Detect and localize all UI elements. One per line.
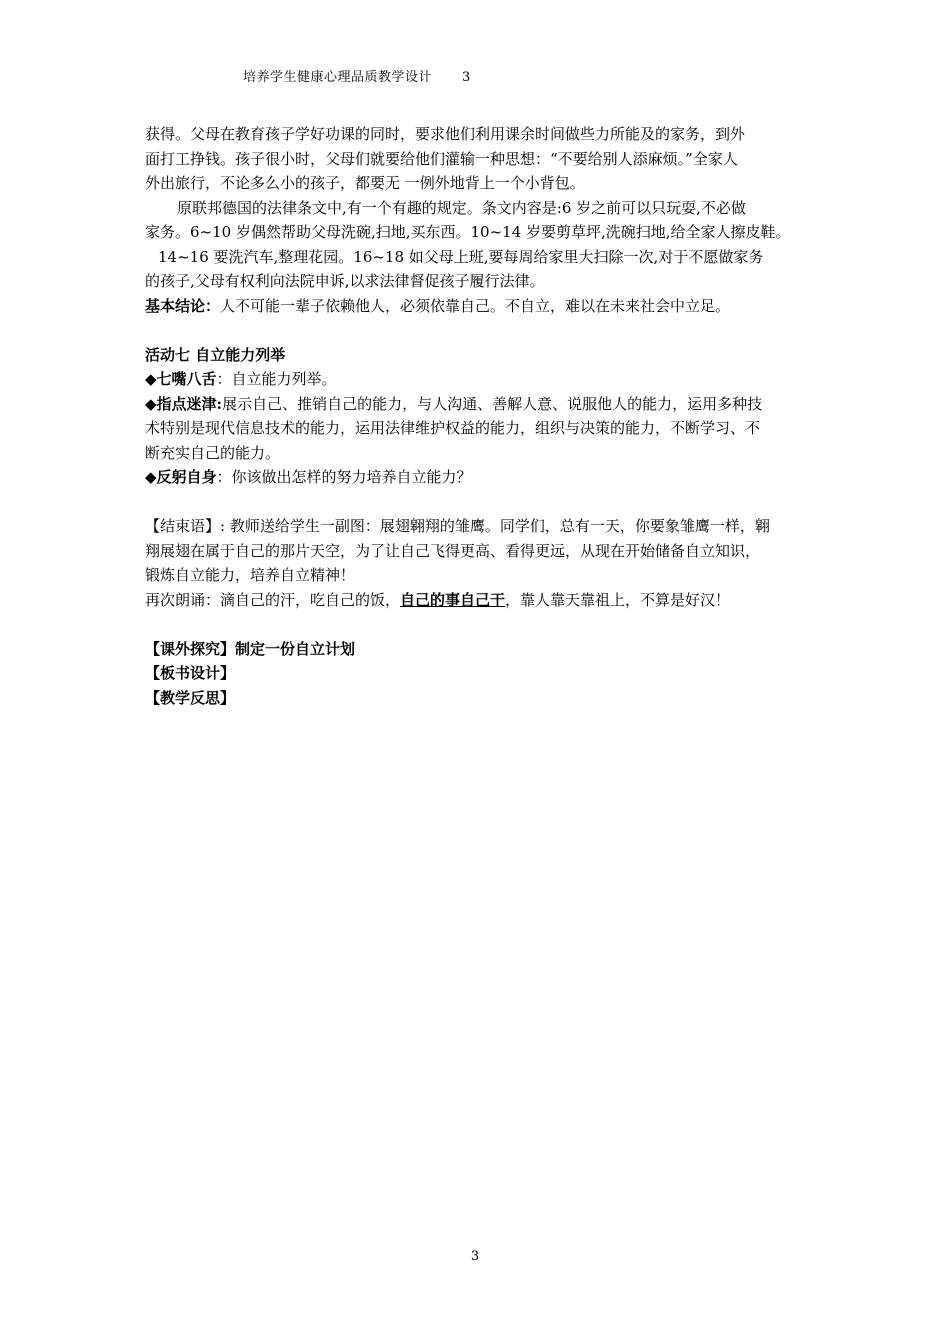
activity-item (145, 392, 815, 417)
section-headings (145, 637, 815, 711)
text-line: 14~16 要洗汽车,整理花园。16~18 如父母上班,要每周给家里大扫除一次,对于不愿做家务 (158, 247, 764, 266)
spacer (145, 318, 815, 343)
closing-remarks (145, 514, 815, 612)
text-line: 面打工挣钱。孩子很小时，父母们就要给他们灌输一种思想：“不要给别人添麻烦。”全家人 (145, 149, 738, 168)
item-text: ：你该做出怎样的努力培养自立能力？ (216, 468, 472, 486)
basic-conclusion (145, 294, 815, 319)
recite-pre: 再次朗诵：滴自己的汗，吃自己的饭， (145, 590, 401, 609)
text-line: 术特别是现代信息技术的能力，运用法律维护权益的能力，组织与决策的能力，不断学习、不 (145, 419, 761, 437)
document-body (145, 122, 815, 710)
footer-page-number: 3 (470, 1249, 480, 1264)
paragraph-japan-chores (145, 122, 815, 196)
paragraph-german-law (145, 196, 815, 294)
text-line: 获得。父母在教育孩子学好功课的同时，要求他们利用课余时间做些力所能及的家务，到外 (145, 125, 746, 143)
spacer (145, 612, 815, 637)
item-label: ◆指点迷津: (145, 394, 223, 413)
text-line: 锻炼自立能力，培养自立精神！ (145, 566, 356, 584)
page-footer (0, 1249, 950, 1264)
recite-emphasis: 自己的事自己干 (400, 590, 506, 609)
header-title: 培养学生健康心理品质教学设计 (243, 70, 433, 85)
activity-title: 活动七 自立能力列举 (145, 345, 286, 364)
activity-item (145, 465, 815, 490)
text-line: 的孩子,父母有权利向法院申诉,以求法律督促孩子履行法律。 (145, 272, 545, 290)
recitation-line (145, 588, 815, 613)
section-extracurricular: 【课外探究】制定一份自立计划 (145, 639, 356, 658)
conclusion-text: 人不可能一辈子依赖他人，必须依靠自己。不自立，难以在未来社会中立足。 (220, 296, 731, 315)
activity-seven (145, 343, 815, 490)
conclusion-label: 基本结论： (145, 296, 221, 315)
page-header (243, 66, 471, 85)
activity-item (145, 367, 815, 392)
item-label: ◆反躬自身 (145, 468, 217, 486)
section-reflection: 【教学反思】 (145, 688, 236, 707)
header-page-number: 3 (462, 70, 471, 85)
section-board-design: 【板书设计】 (145, 664, 236, 682)
text-line: 家务。6~10 岁偶然帮助父母洗碗,扫地,买东西。10~14 岁要剪草坪,洗碗扫地,给全家人擦皮鞋。 (145, 223, 791, 241)
item-text: ：自立能力列举。 (216, 370, 337, 388)
recite-post: ，靠人靠天靠祖上，不算是好汉！ (505, 590, 731, 609)
closing-line (145, 514, 815, 539)
text-line: 原联邦德国的法律条文中,有一个有趣的规定。条文内容是:6 岁之前可以只玩耍,不必做 (177, 198, 746, 217)
closing-label: 【结束语】 (145, 517, 221, 535)
item-text: 展示自己、推销自己的能力，与人沟通、善解人意、说服他人的能力，运用多种技 (222, 394, 763, 413)
closing-text: : 教师送给学生一副图：展翅翱翔的雏鹰。同学们，总有一天，你要象雏鹰一样，翱 (220, 517, 770, 535)
text-line: 外出旅行，不论多么小的孩子，都要无 一例外地背上一个小背包。 (145, 174, 585, 192)
item-label: ◆七嘴八舌 (145, 370, 217, 388)
text-line: 断充实自己的能力。 (145, 443, 281, 462)
text-line: 翔展翅在属于自己的那片天空，为了让自己飞得更高、看得更远，从现在开始储备自立知识， (145, 541, 761, 560)
spacer (145, 490, 815, 515)
